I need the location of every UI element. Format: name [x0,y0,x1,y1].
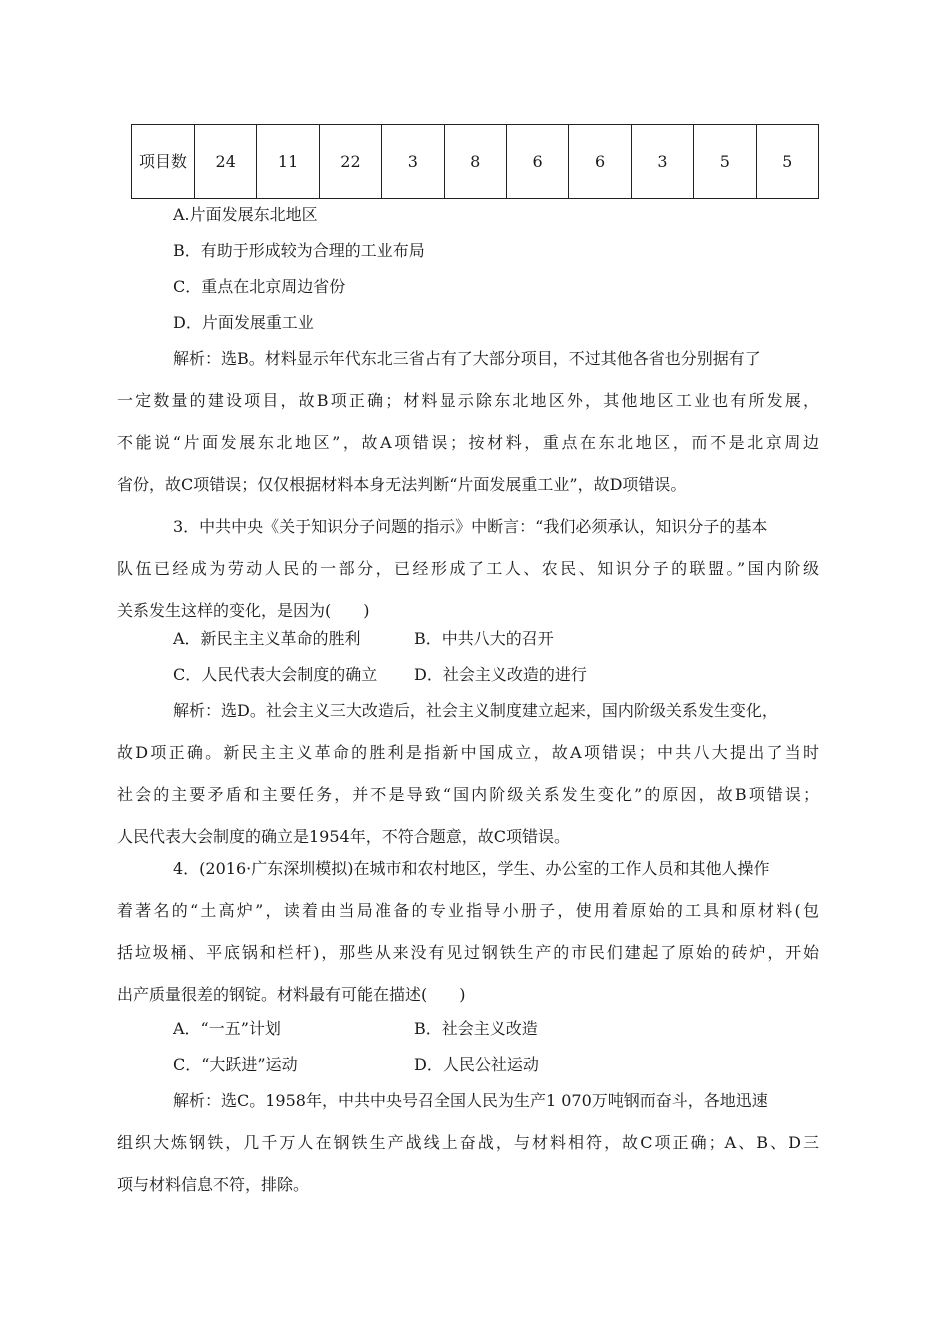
table-cell: 3 [382,125,444,199]
project-count-table [131,124,819,199]
q3-option-d: D．社会主义改造的进行 [414,665,587,684]
q4-analysis-line: 解析：选C。1958年，中共中央号召全国人民为生产1 070万吨钢而奋斗，各地迅速 [173,1091,768,1110]
q4-option-d: D．人民公社运动 [414,1055,539,1074]
q2-option-c: C．重点在北京周边省份 [173,277,346,296]
q4-stem-line: 出产质量很差的钢锭。材料最有可能在描述( ) [117,985,466,1004]
table-cell: 5 [694,125,756,199]
table-cell: 11 [257,125,319,199]
q2-analysis-line: 一定数量的建设项目，故B项正确；材料显示除东北地区外，其他地区工业也有所发展， [117,391,819,410]
q2-analysis-line: 解析：选B。材料显示年代东北三省占有了大部分项目，不过其他各省也分别据有了 [173,349,761,368]
q2-analysis-line: 不能说“片面发展东北地区”，故A项错误；按材料，重点在东北地区，而不是北京周边 [117,433,819,452]
q4-analysis-line: 组织大炼钢铁，几千万人在钢铁生产战线上奋战，与材料相符，故C项正确；A、B、D三 [117,1133,819,1152]
table-cell: 6 [506,125,568,199]
q3-stem-line: 3．中共中央《关于知识分子问题的指示》中断言：“我们必须承认，知识分子的基本 [173,517,768,536]
table-cell: 24 [195,125,257,199]
q3-analysis-line: 故D项正确。新民主主义革命的胜利是指新中国成立，故A项错误；中共八大提出了当时 [117,743,819,762]
table-cell: 6 [569,125,631,199]
table-cell: 22 [319,125,381,199]
q3-analysis-line: 人民代表大会制度的确立是1954年，不符合题意，故C项错误。 [117,827,570,846]
q4-stem-line: 括垃圾桶、平底锅和栏杆)，那些从来没有见过钢铁生产的市民们建起了原始的砖炉，开始 [117,943,819,962]
row-label-cell: 项目数 [132,125,195,199]
q4-option-b: B．社会主义改造 [414,1019,538,1038]
q2-option-d: D．片面发展重工业 [173,313,314,332]
q2-option-a: A.片面发展东北地区 [173,205,318,224]
q3-option-c: C．人民代表大会制度的确立 [173,665,378,684]
q3-option-a: A．新民主主义革命的胜利 [173,629,361,648]
table-cell: 8 [444,125,506,199]
q4-stem-line: 4．(2016·广东深圳模拟)在城市和农村地区，学生、办公室的工作人员和其他人操作 [173,859,770,878]
q4-stem-line: 着著名的“土高炉”，读着由当局准备的专业指导小册子，使用着原始的工具和原材料(包 [117,901,819,920]
table-row [132,125,819,199]
q3-stem-line: 队伍已经成为劳动人民的一部分，已经形成了工人、农民、知识分子的联盟。”国内阶级 [117,559,819,578]
q4-option-a: A．“一五”计划 [173,1019,281,1038]
q4-analysis-line: 项与材料信息不符，排除。 [117,1175,310,1194]
q2-analysis-line: 省份，故C项错误；仅仅根据材料本身无法判断“片面发展重工业”，故D项错误。 [117,475,687,494]
q3-stem-line: 关系发生这样的变化，是因为( ) [117,601,370,620]
q4-option-c: C．“大跃进”运动 [173,1055,298,1074]
q3-analysis-line: 社会的主要矛盾和主要任务，并不是导致“国内阶级关系发生变化”的原因，故B项错误； [117,785,819,804]
table-cell: 3 [631,125,693,199]
q3-option-b: B．中共八大的召开 [414,629,554,648]
table-cell: 5 [756,125,818,199]
q2-option-b: B．有助于形成较为合理的工业布局 [173,241,425,260]
q3-analysis-line: 解析：选D。社会主义三大改造后，社会主义制度建立起来，国内阶级关系发生变化， [173,701,778,720]
